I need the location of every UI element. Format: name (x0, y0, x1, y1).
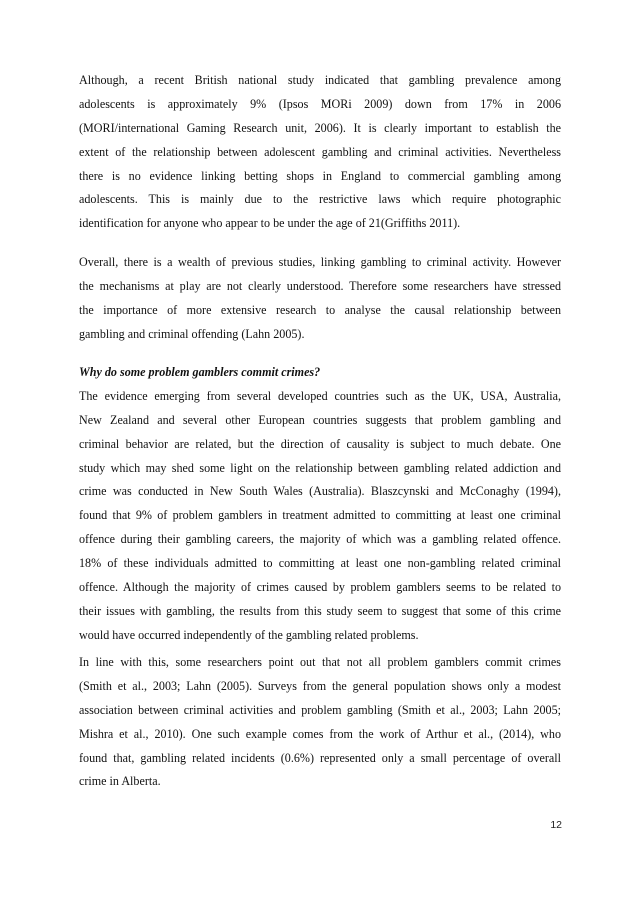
text-line: found that, gambling related incidents (0.6%) represented only a small percentage of overall (79, 750, 561, 765)
text-line: (Smith et al., 2003; Lahn (2005). Surveys from the general population shows only a modest (79, 678, 561, 693)
text-line: criminal behavior are related, but the direction of causality is subject to much debate. One (79, 436, 561, 451)
paragraph-2 (79, 251, 561, 347)
text-line: offence during their gambling careers, the majority of which was a gambling related offence. (79, 532, 561, 547)
text-line: found that 9% of problem gamblers in treatment admitted to committing at least one criminal (79, 508, 561, 523)
text-line: adolescents is approximately 9% (Ipsos MORi 2009) down from 17% in 2006 (79, 96, 561, 111)
text-line: Mishra et al., 2010). One such example comes from the work of Arthur et al., (2014), who (79, 726, 561, 741)
text-line: would have occurred independently of the gambling related problems. (79, 627, 419, 642)
page-number: 12 (550, 819, 562, 831)
text-line: gambling and criminal offending (Lahn 2005). (79, 326, 305, 341)
text-line: crime in Alberta. (79, 774, 161, 789)
text-line: Overall, there is a wealth of previous studies, linking gambling to criminal activity. However (79, 255, 561, 269)
text-line: adolescents. This is mainly due to the restrictive laws which require photographic (79, 192, 561, 207)
text-line: extent of the relationship between adolescent gambling and criminal activities. Nevertheless (79, 144, 561, 159)
text-line: Although, a recent British national study indicated that gambling prevalence among (79, 73, 561, 87)
text-line: association between criminal activities and problem gambling (Smith et al., 2003; Lahn 2005; (79, 702, 561, 717)
text-line: the mechanisms at play are not clearly understood. Therefore some researchers have stressed (79, 278, 561, 293)
text-line: New Zealand and several other European countries suggests that problem gambling and (79, 412, 561, 427)
section-heading: Why do some problem gamblers commit crimes? (79, 365, 321, 379)
paragraph-3 (79, 361, 561, 648)
text-line: identification for anyone who appear to be under the age of 21(Griffiths 2011). (79, 216, 461, 231)
text-line: the importance of more extensive research to analyse the causal relationship between (79, 302, 561, 317)
text-line: (MORI/international Gaming Research unit, 2006). It is clearly important to establish the (79, 120, 561, 135)
text-line: study which may shed some light on the relationship between gambling related addiction and (79, 460, 561, 475)
paragraph-1 (79, 69, 561, 236)
paragraph-4 (79, 651, 561, 794)
text-line: their issues with gambling, the results from this study seem to suggest that some of this crime (79, 603, 561, 618)
text-line: In line with this, some researchers point out that not all problem gamblers commit crimes (79, 655, 561, 669)
text-line: The evidence emerging from several developed countries such as the UK, USA, Australia, (79, 388, 561, 403)
text-line: 18% of these individuals admitted to committing at least one non-gambling related criminal (79, 556, 561, 571)
text-line: there is no evidence linking betting shops in England to commercial gambling among (79, 168, 561, 183)
text-line: offence. Although the majority of crimes caused by problem gamblers seems to be related to (79, 580, 561, 595)
text-line: crime was conducted in New South Wales (Australia). Blaszcynski and McConaghy (1994), (79, 484, 561, 499)
